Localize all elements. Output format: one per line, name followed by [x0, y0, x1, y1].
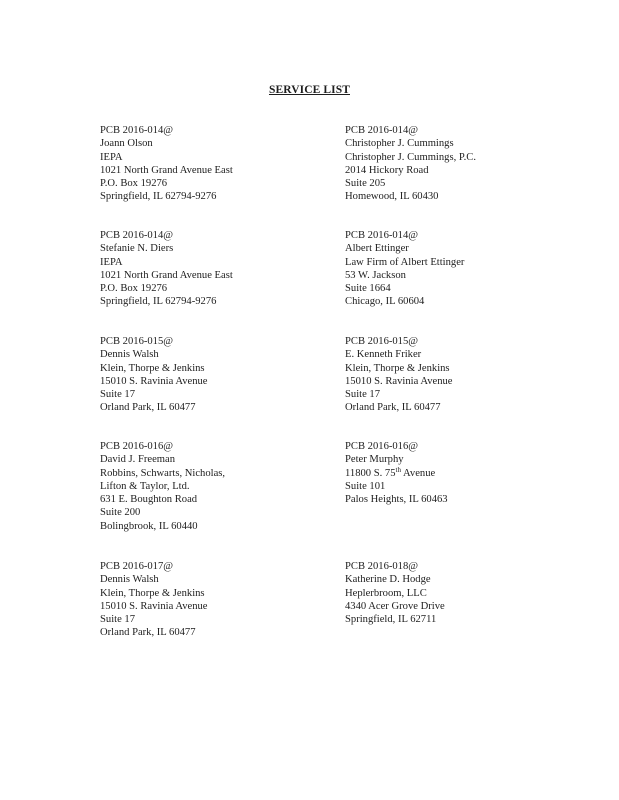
address-line: 4340 Acer Grove Drive — [345, 600, 445, 612]
service-entry — [345, 124, 575, 204]
page-title: SERVICE LIST — [268, 84, 350, 96]
organization: Heplerbroom, LLC — [345, 587, 427, 599]
address-line: Suite 17 — [100, 389, 136, 401]
contact-name: E. Kenneth Friker — [345, 349, 422, 361]
address-line: 53 W. Jackson — [345, 269, 406, 281]
city-state-zip: Homewood, IL 60430 — [345, 191, 439, 203]
service-entry — [100, 229, 330, 309]
contact-name: Dennis Walsh — [100, 574, 159, 586]
organization: Klein, Thorpe & Jenkins — [100, 362, 205, 374]
address-line: Suite 17 — [100, 614, 136, 626]
organization: Klein, Thorpe & Jenkins — [345, 362, 450, 374]
service-entry — [100, 560, 330, 640]
city-state-zip: Orland Park, IL 60477 — [100, 627, 196, 639]
case-number: PCB 2016-015@ — [100, 336, 174, 347]
address-line: 1021 North Grand Avenue East — [100, 269, 233, 281]
organization: Robbins, Schwarts, Nicholas, — [100, 467, 226, 479]
service-entry — [345, 335, 575, 415]
contact-name: Dennis Walsh — [100, 349, 159, 361]
address-line: P.O. Box 19276 — [100, 283, 168, 295]
case-number: PCB 2016-015@ — [345, 336, 419, 347]
address-line: P.O. Box 19276 — [100, 178, 168, 190]
service-entry — [100, 124, 330, 204]
city-state-zip: Springfield, IL 62794-9276 — [100, 296, 217, 308]
organization: IEPA — [100, 256, 123, 268]
contact-name: David J. Freeman — [100, 454, 176, 466]
contact-name: Christopher J. Cummings — [345, 138, 454, 150]
case-number: PCB 2016-014@ — [345, 125, 419, 136]
contact-name: Albert Ettinger — [345, 243, 409, 255]
address-line: 15010 S. Ravinia Avenue — [345, 375, 453, 387]
service-entry — [100, 335, 330, 415]
city-state-zip: Chicago, IL 60604 — [345, 296, 425, 308]
city-state-zip: Bolingbrook, IL 60440 — [100, 520, 198, 532]
contact-name: Peter Murphy — [345, 454, 404, 466]
address-line — [345, 467, 575, 480]
address-line: 15010 S. Ravinia Avenue — [100, 375, 208, 387]
service-entry — [345, 560, 575, 626]
case-number: PCB 2016-017@ — [100, 561, 174, 572]
service-entry — [100, 440, 330, 533]
contact-name: Joann Olson — [100, 138, 153, 150]
address-line: 2014 Hickory Road — [345, 164, 429, 176]
service-entry — [345, 229, 575, 309]
city-state-zip: Springfield, IL 62711 — [345, 614, 437, 626]
address-line: Suite 200 — [100, 507, 141, 519]
case-number: PCB 2016-016@ — [345, 441, 419, 452]
address-line: Suite 17 — [345, 389, 381, 401]
address-line: 631 E. Boughton Road — [100, 494, 198, 506]
contact-name: Stefanie N. Diers — [100, 243, 174, 255]
case-number: PCB 2016-014@ — [100, 125, 174, 136]
address-line: 1021 North Grand Avenue East — [100, 164, 233, 176]
organization: IEPA — [100, 151, 123, 163]
address-line: Suite 101 — [345, 480, 386, 492]
case-number: PCB 2016-014@ — [345, 230, 419, 241]
address-street: 11800 S. 75 — [345, 467, 396, 479]
organization: Law Firm of Albert Ettinger — [345, 256, 465, 268]
city-state-zip: Palos Heights, IL 60463 — [345, 494, 448, 506]
address-line: 15010 S. Ravinia Avenue — [100, 600, 208, 612]
contact-name: Katherine D. Hodge — [345, 574, 431, 586]
city-state-zip: Springfield, IL 62794-9276 — [100, 191, 217, 203]
address-line: Suite 205 — [345, 178, 386, 190]
case-number: PCB 2016-014@ — [100, 230, 174, 241]
address-street-suffix: Avenue — [400, 467, 436, 479]
case-number: PCB 2016-018@ — [345, 561, 419, 572]
case-number: PCB 2016-016@ — [100, 441, 174, 452]
organization: Christopher J. Cummings, P.C. — [345, 151, 476, 163]
organization: Klein, Thorpe & Jenkins — [100, 587, 205, 599]
city-state-zip: Orland Park, IL 60477 — [100, 402, 196, 414]
organization: Lifton & Taylor, Ltd. — [100, 480, 190, 492]
ordinal-suffix: th — [395, 465, 401, 474]
address-line: Suite 1664 — [345, 283, 391, 295]
service-entry — [345, 440, 575, 506]
city-state-zip: Orland Park, IL 60477 — [345, 402, 441, 414]
